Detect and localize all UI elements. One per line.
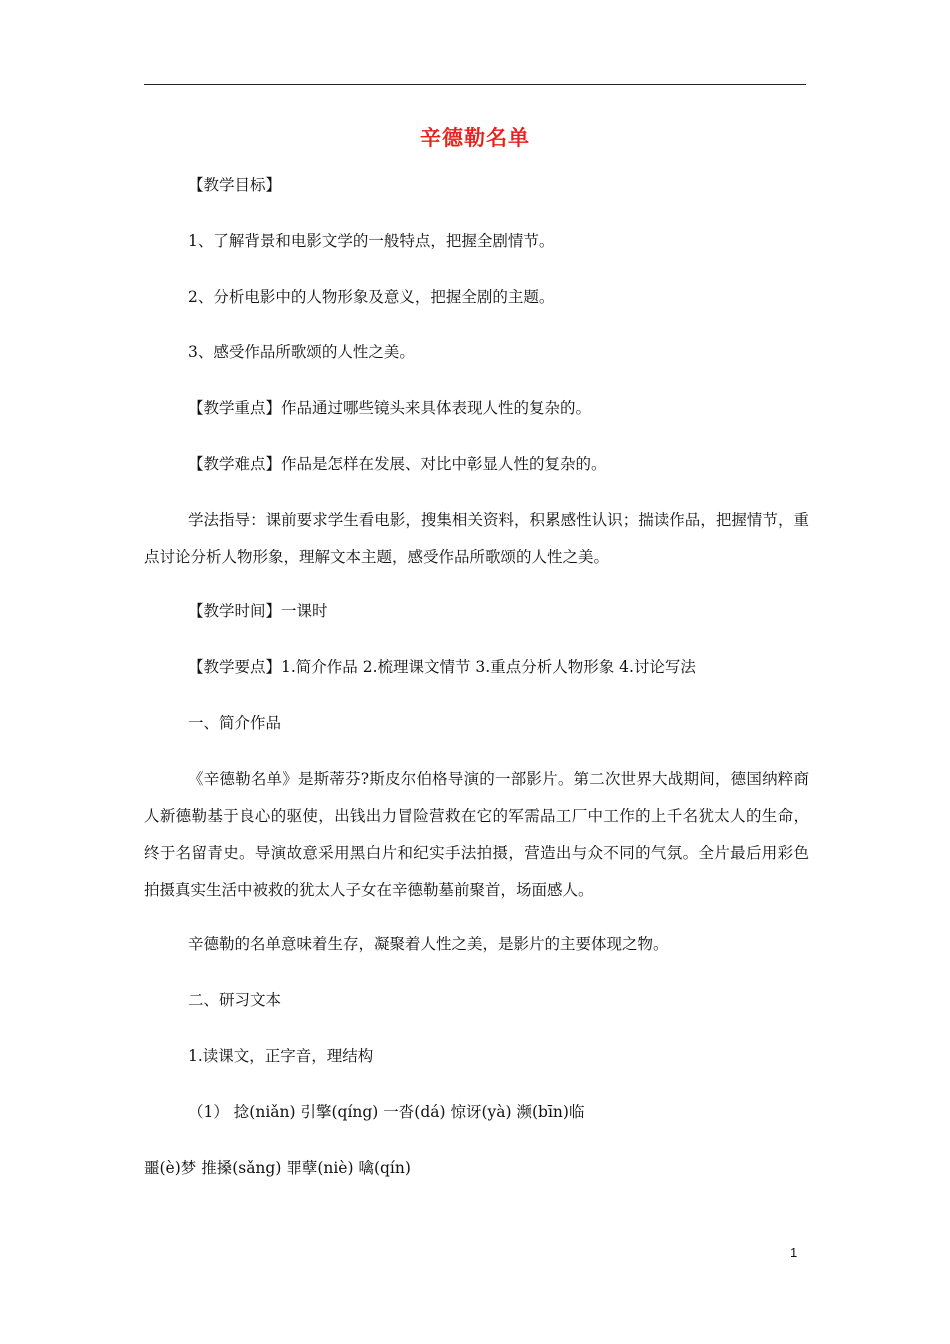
intro-paragraph: 《辛德勒名单》是斯蒂芬?斯皮尔伯格导演的一部影片。第二次世界大战期间，德国纳粹商人新德勒基于良心的驱使，出钱出力冒险营救在它的军需品工厂中工作的上千名犹太人的生命，终于名留青史。导演故意采用黑白片和纪实手法拍摄，营造出与众不同的气氛。全片最后用彩色拍摄真实生活中被救的犹太人子女在辛德勒墓前聚首，场面感人。 — [144, 770, 809, 899]
objective-3: 3、感受作品所歌颂的人性之美。 — [188, 343, 415, 361]
teaching-points: 【教学要点】1.简介作品 2.梳理课文情节 3.重点分析人物形象 4.讨论写法 — [188, 658, 696, 676]
section-heading-2: 二、研习文本 — [188, 991, 282, 1009]
document-title: 辛德勒名单 — [420, 125, 530, 150]
objective-2: 2、分析电影中的人物形象及意义，把握全剧的主题。 — [188, 288, 555, 306]
difficult-point: 【教学难点】作品是怎样在发展、对比中彰显人性的复杂的。 — [188, 455, 607, 473]
header-rule — [144, 84, 806, 85]
teaching-time: 【教学时间】一课时 — [188, 602, 328, 620]
objectives-heading: 【教学目标】 — [188, 176, 282, 194]
step-1: 1.读课文，正字音，理结构 — [188, 1047, 374, 1065]
pinyin-line-2: 噩(è)梦 推搡(sǎng) 罪孽(niè) 噙(qín) — [144, 1159, 411, 1177]
objective-1: 1、了解背景和电影文学的一般特点，把握全剧情节。 — [188, 232, 555, 250]
key-point: 【教学重点】作品通过哪些镜头来具体表现人性的复杂的。 — [188, 399, 592, 417]
section-heading-1: 一、简介作品 — [188, 714, 282, 732]
study-method-paragraph: 学法指导：课前要求学生看电影，搜集相关资料，积累感性认识；揣读作品，把握情节，重点讨论分析人物形象，理解文本主题，感受作品所歌颂的人性之美。 — [144, 511, 809, 566]
pinyin-line-1: （1） 捻(niǎn) 引擎(qíng) 一沓(dá) 惊讶(yà) 濒(bīn)临 — [188, 1103, 585, 1121]
list-meaning: 辛德勒的名单意味着生存，凝聚着人性之美，是影片的主要体现之物。 — [188, 935, 669, 953]
page-number: 1 — [790, 1245, 798, 1260]
